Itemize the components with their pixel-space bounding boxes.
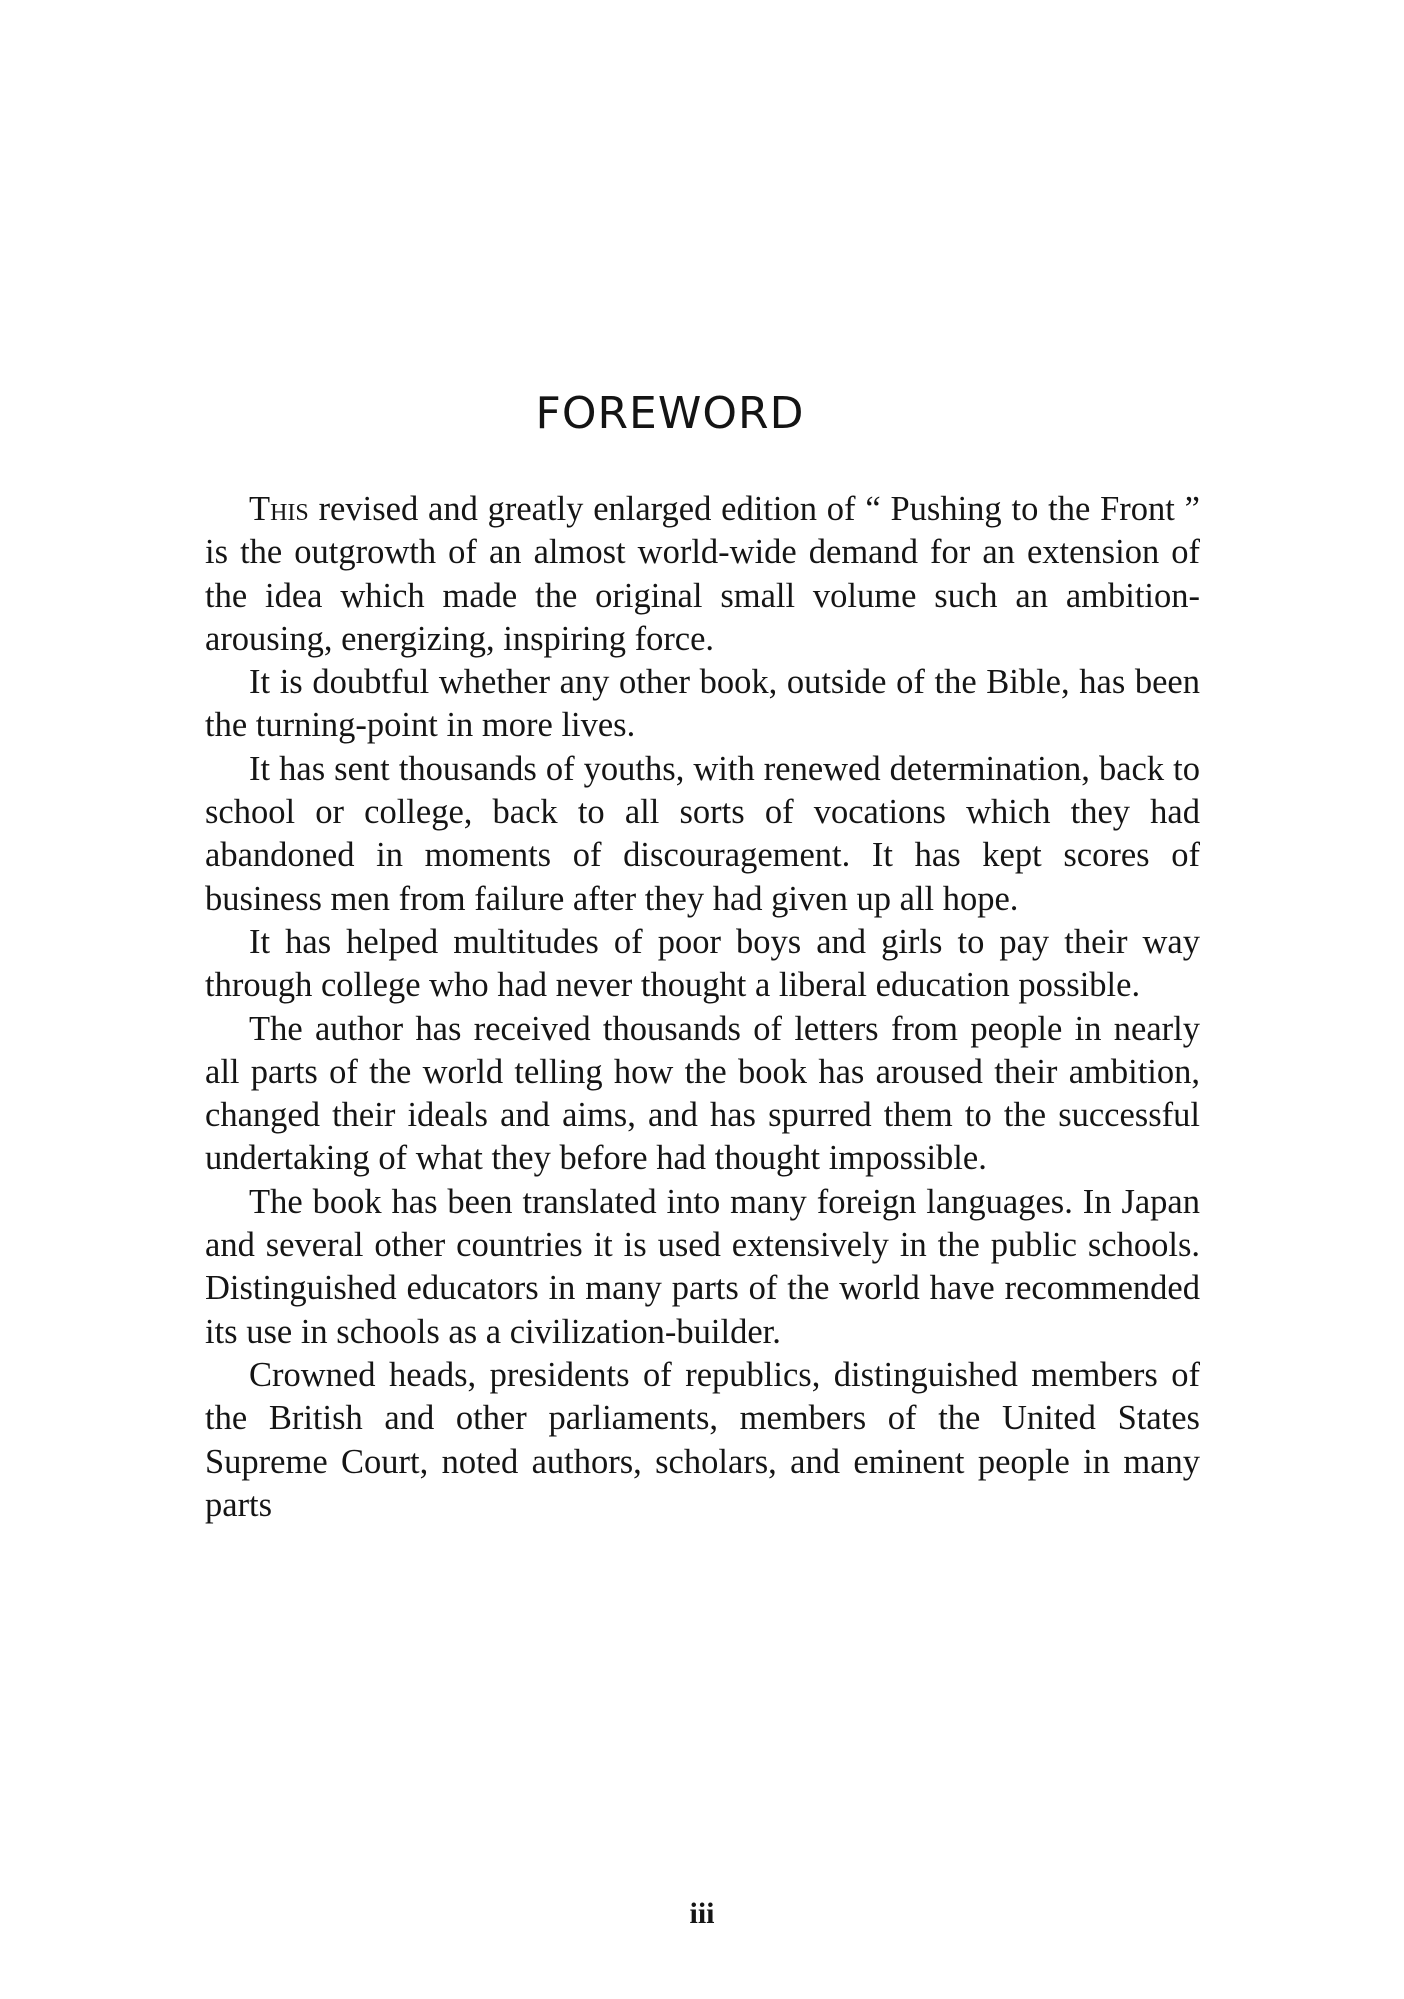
paragraph-1-text: revised and greatly enlarged edition of “ Pushing to the Front ” is the outgrowth of an almost world-wide demand for an extension of the idea which made the original small volume such an ambitionarousing, energizing, inspiring force.	[205, 490, 1200, 658]
paragraph-4: It has helped multitudes of poor boys and girls to pay their way through college who had never thought a liberal education possible.	[205, 922, 1200, 1005]
paragraph-1	[205, 488, 1200, 661]
opening-small-caps-word: This	[249, 490, 309, 528]
page-number: iii	[689, 1897, 715, 1930]
paragraph-6: The book has been translated into many foreign languages. In Japan and several other countries it is used extensively in the public schools. Distinguished educators in many parts of the world have recommended its use in schools as a civilization-builder.	[205, 1182, 1200, 1351]
paragraph-2: It is doubtful whether any other book, outside of the Bible, has been the turning-point in more lives.	[205, 663, 1200, 745]
paragraph-5: The author has received thousands of letters from people in nearly all parts of the world telling how the book has aroused their ambition, changed their ideals and aims, and has spurred them to the successful undertaking of what they before had thought impossible.	[205, 1009, 1200, 1178]
chapter-title: FOREWORD	[535, 388, 805, 439]
paragraph-7: Crowned heads, presidents of republics, distinguished members of the British and other parliaments, members of the United States Supreme Court, noted authors, scholars, and eminent people in many parts	[205, 1355, 1200, 1524]
paragraph-3: It has sent thousands of youths, with renewed determination, back to school or college, back to all sorts of vocations which they had abandoned in moments of discouragement. It has kept scores of business men from failure after they had given up all hope.	[205, 749, 1200, 918]
foreword-body	[205, 488, 1200, 1527]
